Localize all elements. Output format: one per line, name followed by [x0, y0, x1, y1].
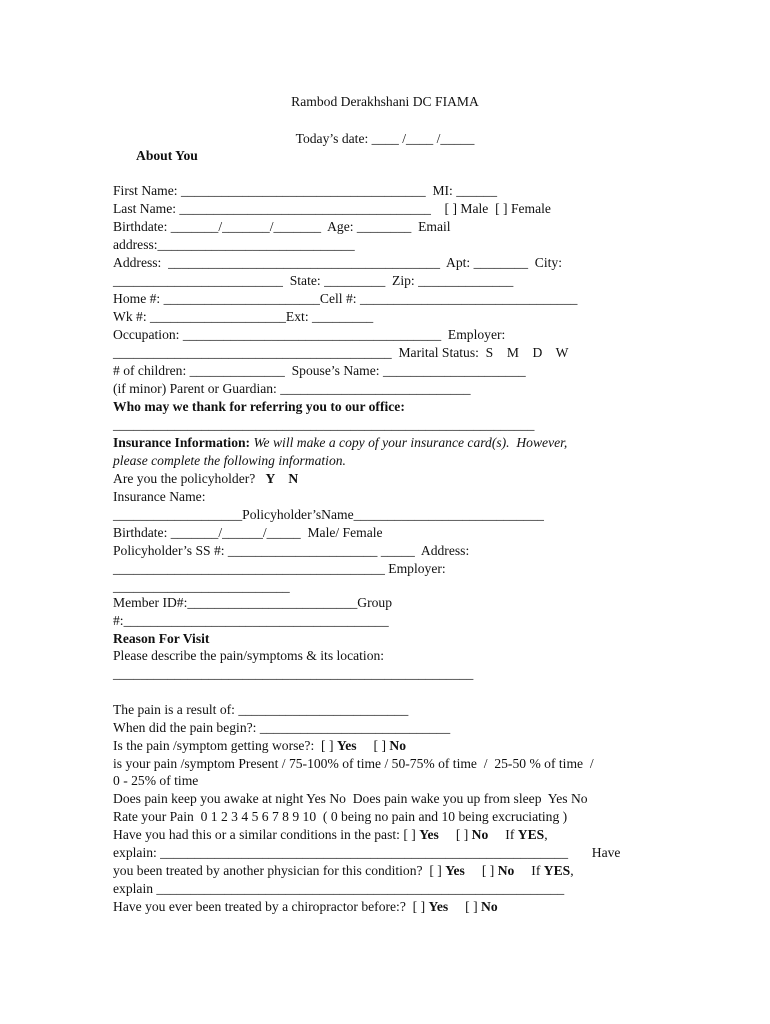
pain-worse-yes-checkbox[interactable]: Yes [336, 738, 357, 753]
pain-worse-question[interactable] [113, 737, 663, 755]
last-name-gender-field[interactable]: Last Name: _____________________________________ [ ] Male [ ] Female [113, 201, 551, 216]
other-physician-question[interactable] [113, 862, 663, 880]
similar-condition-label: Have you had this or a similar conditions in the past: [ ] [113, 827, 420, 842]
referral-question: Who may we thank for referring you to our office: [113, 399, 405, 414]
pain-worse-label: Is the pain /symptom getting worse?: [ ] [113, 738, 337, 753]
employer-marital-status-field[interactable]: _________________________________________ Marital Status: S M D W [113, 345, 569, 360]
similar-comma: , [544, 827, 548, 842]
sleep-question[interactable]: Does pain keep you awake at night Yes No Does pain wake you up from sleep Yes No [113, 791, 588, 806]
practice-name: Rambod Derakhshani DC FIAMA [291, 94, 479, 109]
pain-worse-no-checkbox[interactable]: No [389, 738, 406, 753]
children-spouse-field[interactable]: # of children: ______________ Spouse’s Name: _____________________ [113, 363, 526, 378]
chiropractor-no-box: [ ] [448, 899, 481, 914]
occupation-field[interactable]: Occupation: ______________________________________ Employer: [113, 327, 506, 342]
chiropractor-label: Have you ever been treated by a chiropractor before:? [ ] [113, 899, 429, 914]
email-address-field[interactable]: address:_____________________________ [113, 237, 355, 252]
insurance-name-label: Insurance Name: [113, 489, 206, 504]
insurance-note-continued: please complete the following information. [113, 453, 346, 468]
similar-condition-question[interactable] [113, 826, 663, 844]
pain-frequency-continued[interactable]: 0 - 25% of time [113, 773, 199, 788]
policyholder-ss-field[interactable]: Policyholder’s SS #: ______________________ _____ Address: [113, 543, 470, 558]
member-id-field[interactable]: Member ID#:_________________________Group [113, 595, 393, 610]
other-physician-label: you been treated by another physician for this condition? [ ] [113, 863, 446, 878]
describe-symptoms-field[interactable]: _____________________________________________________ [113, 666, 474, 681]
pain-worse-no-box: [ ] [356, 738, 390, 753]
pain-cause-field[interactable]: The pain is a result of: _________________________ [113, 702, 409, 717]
policyholder-question [113, 470, 663, 488]
similar-explain-field[interactable]: explain: ____________________________________________________________ Have [113, 845, 621, 860]
insurance-policyholder-name-field[interactable]: ___________________Policyholder’sName____________________________ [113, 507, 544, 522]
chiropractor-yes-checkbox[interactable]: Yes [428, 899, 449, 914]
similar-no-checkbox[interactable]: No [471, 827, 489, 842]
describe-symptoms-label: Please describe the pain/symptoms & its location: [113, 648, 385, 663]
birthdate-age-field[interactable]: Birthdate: _______/_______/_______ Age: ________ Email [113, 219, 451, 234]
similar-yes-checkbox[interactable]: Yes [419, 827, 439, 842]
reason-for-visit-heading: Reason For Visit [113, 631, 210, 646]
referral-field[interactable]: ______________________________________________________________ [113, 417, 535, 432]
similar-no-box: [ ] [438, 827, 472, 842]
pain-onset-field[interactable]: When did the pain begin?: ____________________________ [113, 720, 451, 735]
group-number-field[interactable]: #:_______________________________________ [113, 613, 389, 628]
other-physician-no-checkbox[interactable]: No [497, 863, 515, 878]
pain-frequency-question[interactable]: is your pain /symptom Present / 75-100% of time / 50-75% of time / 25-50 % of time / [113, 756, 594, 771]
other-physician-explain-field[interactable]: explain ____________________________________________________________ [113, 881, 565, 896]
chiropractor-no-checkbox[interactable]: No [481, 899, 498, 914]
work-phone-field[interactable]: Wk #: ____________________Ext: _________ [113, 309, 374, 324]
policyholder-question-label: Are you the policyholder? [113, 471, 256, 486]
insurance-heading: Insurance Information: [113, 435, 251, 450]
street-address-field[interactable]: Address: ________________________________________ Apt: ________ City: [113, 255, 562, 270]
insurance-note: We will make a copy of your insurance card(s). However, [250, 435, 568, 450]
other-physician-no-box: [ ] [464, 863, 498, 878]
other-physician-yes-checkbox[interactable]: Yes [445, 863, 465, 878]
policyholder-address-field[interactable]: ________________________________________ Employer: [113, 561, 446, 576]
policyholder-birthdate-field[interactable]: Birthdate: _______/______/_____ Male/ Female [113, 525, 383, 540]
todays-date-field[interactable]: Today’s date: ____ /____ /_____ [295, 131, 475, 146]
policyholder-employer-field[interactable]: __________________________ [113, 579, 290, 594]
similar-if-label: If [488, 827, 518, 842]
other-physician-comma: , [570, 863, 574, 878]
chiropractor-question[interactable] [113, 898, 663, 916]
state-zip-field[interactable]: _________________________ State: _________ Zip: ______________ [113, 273, 514, 288]
policyholder-yes-no[interactable]: Y N [265, 471, 299, 486]
home-cell-phone-field[interactable]: Home #: _______________________Cell #: ________________________________ [113, 291, 578, 306]
about-you-heading: About You [136, 148, 198, 163]
guardian-field[interactable]: (if minor) Parent or Guardian: ____________________________ [113, 381, 471, 396]
other-physician-if-label: If [514, 863, 544, 878]
insurance-intro [113, 434, 663, 452]
similar-if-yes-label: YES [517, 827, 545, 842]
other-physician-if-yes-label: YES [543, 863, 571, 878]
first-name-field[interactable]: First Name: ____________________________________ MI: ______ [113, 183, 498, 198]
pain-rating-scale[interactable]: Rate your Pain 0 1 2 3 4 5 6 7 8 9 10 ( 0 being no pain and 10 being excruciating ) [113, 809, 568, 824]
